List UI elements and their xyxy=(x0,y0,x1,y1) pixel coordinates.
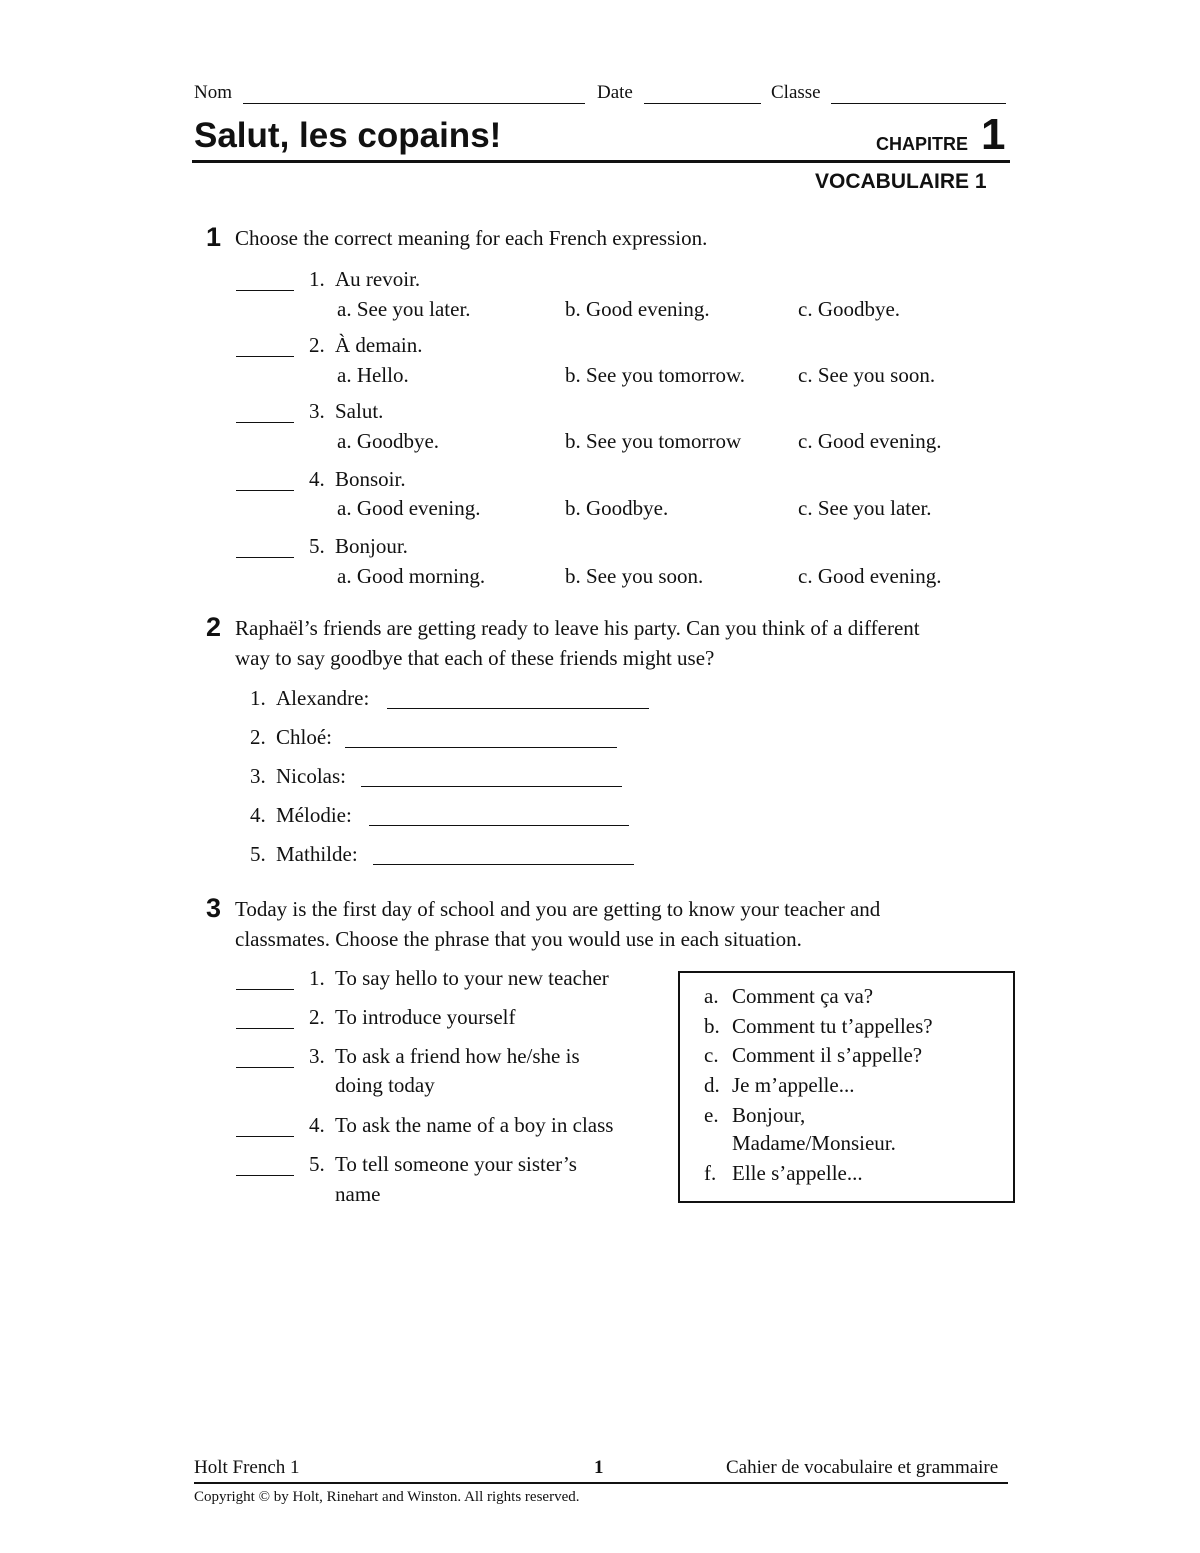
phrase-letter: f. xyxy=(704,1161,717,1185)
choice-b: b. Goodbye. xyxy=(565,496,669,520)
item-number: 3. xyxy=(309,1044,325,1068)
choice-a: a. Goodbye. xyxy=(337,429,440,453)
friend-name: Chloé: xyxy=(276,725,332,749)
friend-name: Nicolas: xyxy=(276,764,346,788)
item-number: 4. xyxy=(309,1113,325,1137)
item-prompt: Au revoir. xyxy=(335,267,421,291)
choice-b: b. See you tomorrow xyxy=(565,429,742,453)
item-number: 1. xyxy=(250,686,266,710)
item-prompt: Salut. xyxy=(335,399,384,423)
phrase-text: Comment tu t’appelles? xyxy=(732,1014,933,1038)
friend-name: Mathilde: xyxy=(276,842,358,866)
page-title: Salut, les copains! xyxy=(194,116,502,155)
choice-c: c. See you later. xyxy=(798,496,932,520)
choice-a: a. See you later. xyxy=(337,297,471,321)
choice-c: c. Goodbye. xyxy=(798,297,901,321)
answer-line[interactable] xyxy=(387,708,649,709)
answer-blank[interactable] xyxy=(236,1175,294,1176)
choice-c: c. Good evening. xyxy=(798,429,942,453)
chapter-number: 1 xyxy=(981,110,1006,159)
footer-divider xyxy=(194,1482,1008,1484)
choice-a: a. Good evening. xyxy=(337,496,481,520)
answer-blank[interactable] xyxy=(236,557,294,558)
choice-c: c. Good evening. xyxy=(798,564,942,588)
answer-blank[interactable] xyxy=(236,356,294,357)
item-number: 4. xyxy=(250,803,266,827)
item-number: 2. xyxy=(309,1005,325,1029)
situation-text: To say hello to your new teacher xyxy=(335,966,609,990)
section-heading: VOCABULAIRE 1 xyxy=(815,170,987,193)
title-divider xyxy=(192,160,1010,163)
situation-text: To tell someone your sister’s xyxy=(335,1152,577,1176)
item-number: 4. xyxy=(309,467,325,491)
answer-blank[interactable] xyxy=(236,989,294,990)
exercise-1-instruction: Choose the correct meaning for each French expression. xyxy=(235,226,708,250)
phrase-letter: c. xyxy=(704,1043,719,1067)
classe-label: Classe xyxy=(771,82,821,103)
answer-blank[interactable] xyxy=(236,1136,294,1137)
item-number: 5. xyxy=(250,842,266,866)
item-prompt: Bonjour. xyxy=(335,534,408,558)
item-prompt: À demain. xyxy=(335,333,423,357)
choice-a: a. Hello. xyxy=(337,363,409,387)
exercise-3-instruction: classmates. Choose the phrase that you would use in each situation. xyxy=(235,927,802,951)
choice-a: a. Good morning. xyxy=(337,564,486,588)
situation-text: To introduce yourself xyxy=(335,1005,516,1029)
situation-text: To ask a friend how he/she is xyxy=(335,1044,580,1068)
chapter-label: CHAPITRE xyxy=(876,134,969,154)
phrase-text: Bonjour, xyxy=(732,1103,806,1127)
choice-b: b. See you soon. xyxy=(565,564,704,588)
item-number: 3. xyxy=(250,764,266,788)
situation-text: doing today xyxy=(335,1073,435,1097)
item-number: 2. xyxy=(250,725,266,749)
exercise-3-instruction: Today is the first day of school and you are getting to know your teacher and xyxy=(235,897,881,921)
copyright-notice: Copyright © by Holt, Rinehart and Winston. All rights reserved. xyxy=(194,1489,580,1505)
choice-c: c. See you soon. xyxy=(798,363,936,387)
choice-b: b. Good evening. xyxy=(565,297,710,321)
exercise-3-number: 3 xyxy=(206,893,222,923)
answer-line[interactable] xyxy=(345,747,617,748)
exercise-1-number: 1 xyxy=(206,222,222,252)
phrase-letter: e. xyxy=(704,1103,719,1127)
item-number: 3. xyxy=(309,399,325,423)
answer-blank[interactable] xyxy=(236,422,294,423)
footer-book-title: Holt French 1 xyxy=(194,1457,300,1478)
answer-line[interactable] xyxy=(361,786,622,787)
exercise-2-instruction: Raphaël’s friends are getting ready to leave his party. Can you think of a different xyxy=(235,616,920,640)
nom-label: Nom xyxy=(194,82,232,103)
choice-b: b. See you tomorrow. xyxy=(565,363,746,387)
exercise-2-number: 2 xyxy=(206,612,222,642)
classe-field[interactable] xyxy=(831,103,1006,104)
phrase-text: Comment ça va? xyxy=(732,984,874,1008)
exercise-2-instruction: way to say goodbye that each of these friends might use? xyxy=(235,646,715,670)
page-number: 1 xyxy=(594,1457,604,1478)
phrase-text: Je m’appelle... xyxy=(732,1073,855,1097)
phrase-text: Madame/Monsieur. xyxy=(732,1131,896,1155)
answer-line[interactable] xyxy=(373,864,634,865)
phrase-text: Comment il s’appelle? xyxy=(732,1043,923,1067)
item-number: 2. xyxy=(309,333,325,357)
item-number: 1. xyxy=(309,267,325,291)
item-number: 1. xyxy=(309,966,325,990)
item-number: 5. xyxy=(309,534,325,558)
answer-line[interactable] xyxy=(369,825,629,826)
answer-blank[interactable] xyxy=(236,1028,294,1029)
answer-blank[interactable] xyxy=(236,1067,294,1068)
friend-name: Mélodie: xyxy=(276,803,352,827)
situation-text: name xyxy=(335,1182,381,1206)
phrase-letter: d. xyxy=(704,1073,720,1097)
situation-text: To ask the name of a boy in class xyxy=(335,1113,614,1137)
answer-blank[interactable] xyxy=(236,290,294,291)
phrase-letter: b. xyxy=(704,1014,720,1038)
footer-workbook-title: Cahier de vocabulaire et grammaire xyxy=(726,1457,999,1478)
friend-name: Alexandre: xyxy=(276,686,370,710)
phrase-text: Elle s’appelle... xyxy=(732,1161,863,1185)
phrase-letter: a. xyxy=(704,984,719,1008)
item-prompt: Bonsoir. xyxy=(335,467,406,491)
item-number: 5. xyxy=(309,1152,325,1176)
date-field[interactable] xyxy=(644,103,761,104)
nom-field[interactable] xyxy=(243,103,585,104)
date-label: Date xyxy=(597,82,633,103)
answer-blank[interactable] xyxy=(236,490,294,491)
